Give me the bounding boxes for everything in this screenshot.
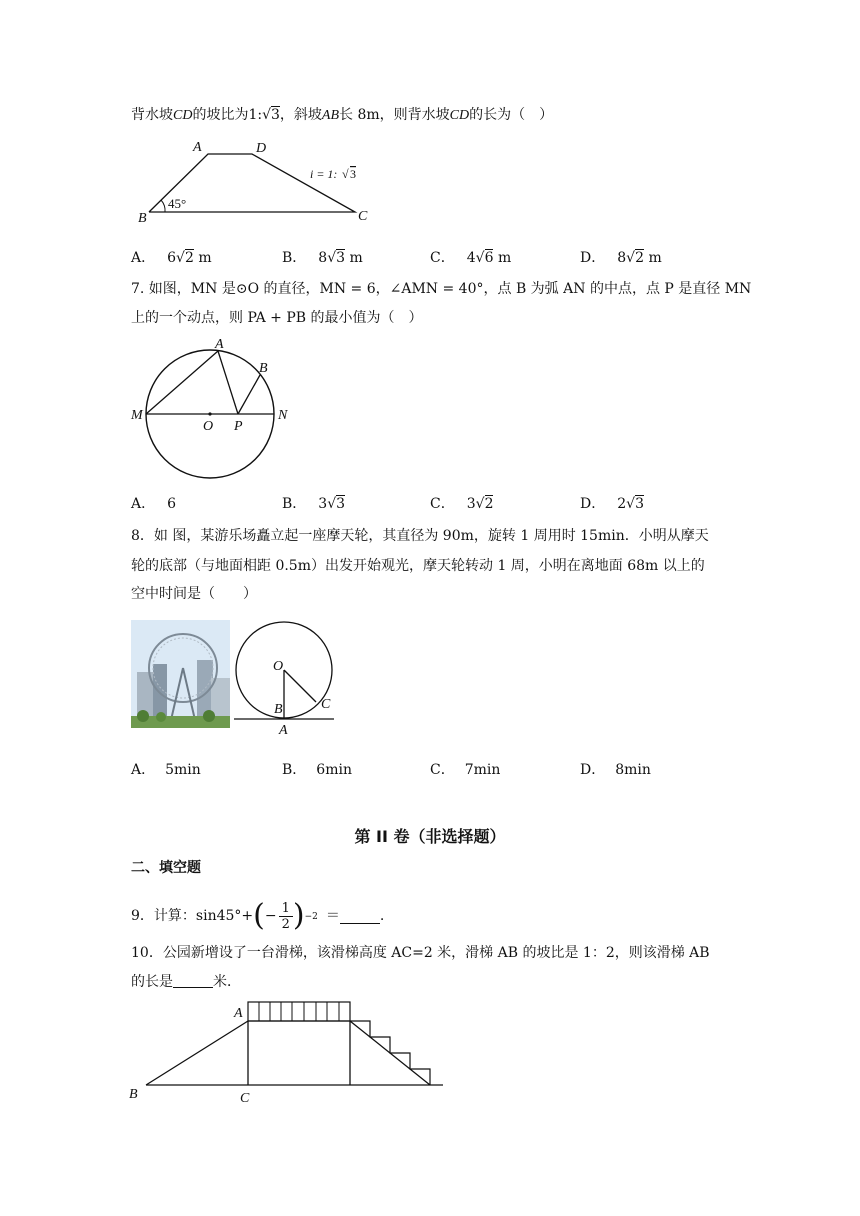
q6-text: 背水坡: [131, 107, 173, 123]
q7-label-m: M: [131, 408, 143, 423]
q8-ferris-figure: [234, 620, 344, 740]
q7-label-a: A: [215, 337, 224, 352]
q10-stem-line1: 10．公园新增设了一台滑梯，该滑梯高度 AC=2 米，滑梯 AB 的坡比是 1：2，则该滑梯 AB: [131, 945, 710, 961]
option-root: 3: [336, 250, 346, 266]
q6-ratio-root: 3: [271, 107, 280, 123]
option-coef: 3: [318, 496, 328, 512]
q6-label-b: B: [138, 211, 147, 226]
q6-text: 长 8m，则背水坡: [339, 107, 450, 123]
section-subtitle: 二、填空题: [131, 860, 201, 876]
option-letter: A．: [131, 762, 156, 778]
q6-option-c[interactable]: [430, 248, 511, 268]
option-unit: m: [648, 250, 662, 266]
option-text: 6min: [316, 762, 352, 778]
q6-ab: AB: [321, 108, 340, 123]
q6-angle-label: 45°: [168, 196, 187, 211]
q7-label-o: O: [203, 419, 214, 434]
sqrt-symbol: √: [327, 496, 337, 512]
q10-answer-blank[interactable]: [173, 973, 213, 988]
q10-label-a: A: [234, 1006, 243, 1021]
q10-label-c: C: [240, 1091, 250, 1106]
option-root: 2: [635, 250, 644, 266]
q7-option-a[interactable]: [131, 494, 176, 514]
sqrt-symbol: √: [327, 250, 337, 266]
q7-option-c[interactable]: [430, 494, 493, 514]
q6-label-d: D: [256, 141, 267, 156]
q6-text: ，斜坡: [279, 107, 322, 123]
q6-cd: CD: [173, 108, 193, 123]
option-text: 6: [167, 496, 177, 512]
option-letter: C．: [430, 762, 455, 778]
q7-label-b: B: [259, 361, 268, 376]
q7-label-p: P: [234, 419, 243, 434]
q6-ratio: 1:: [248, 107, 263, 123]
q8-stem-line3: 空中时间是（ ）: [131, 586, 257, 602]
q6-label-a: A: [193, 140, 202, 155]
q7-option-b[interactable]: [282, 494, 345, 514]
option-root: 3: [635, 496, 644, 512]
option-letter: B．: [282, 496, 307, 512]
q8-option-c[interactable]: [430, 760, 500, 780]
q10-text: 米．: [213, 974, 241, 990]
q9-stem: [131, 898, 384, 934]
option-unit: m: [497, 250, 512, 266]
option-coef: 8: [318, 250, 328, 266]
q9-frac-sign: −: [264, 908, 277, 924]
q9-period: .: [379, 908, 385, 924]
option-root: 3: [336, 496, 346, 512]
q9-equals: ＝: [325, 908, 340, 924]
sqrt-symbol: √: [342, 167, 349, 181]
option-coef: 6: [167, 250, 177, 266]
q10-slide-figure: [128, 998, 458, 1108]
option-unit: m: [198, 250, 212, 266]
q8-stem-line2: 轮的底部（与地面相距 0.5m）出发开始观光，摩天轮转动 1 周，小明在离地面 68m 以上的: [131, 558, 705, 574]
q7-circle-figure: [130, 335, 300, 485]
q9-frac-num: 1: [281, 900, 290, 916]
q6-option-a[interactable]: [131, 248, 212, 268]
q7-stem-line1: 7. 如图，MN 是⊙O 的直径，MN = 6，∠AMN = 40°，点 B 为弧 AN 的中点，点 P 是直径 MN: [131, 281, 752, 297]
option-root: 2: [484, 496, 494, 512]
q6-slope-root: 3: [350, 167, 356, 181]
sqrt-symbol: √: [176, 250, 185, 266]
option-coef: 3: [466, 496, 476, 512]
option-letter: D．: [580, 496, 606, 512]
option-letter: D．: [580, 762, 606, 778]
q6-stem: [131, 105, 553, 126]
option-letter: B．: [282, 250, 307, 266]
option-letter: A．: [131, 496, 156, 512]
option-root: 2: [184, 250, 194, 266]
option-letter: A．: [131, 250, 156, 266]
q8-stem-line1: 8．如 图，某游乐场矗立起一座摩天轮，其直径为 90m，旋转 1 周用时 15min．小明从摩天: [131, 528, 709, 544]
q7-stem-line2: 上的一个动点，则 PA + PB 的最小值为（ ）: [131, 310, 423, 326]
option-coef: 4: [466, 250, 476, 266]
q8-label-b: B: [274, 702, 283, 717]
option-coef: 8: [617, 250, 627, 266]
q6-label-c: C: [358, 209, 368, 224]
right-paren: ): [292, 898, 305, 933]
option-coef: 2: [617, 496, 627, 512]
q8-option-a[interactable]: [131, 760, 201, 780]
q10-text: 的长是: [131, 974, 173, 990]
q9-fraction: [279, 901, 293, 932]
q9-frac-den: 2: [279, 916, 293, 932]
q10-stem-line2: [131, 972, 241, 992]
q7-label-n: N: [278, 408, 288, 423]
option-letter: D．: [580, 250, 606, 266]
option-letter: C．: [430, 250, 455, 266]
q6-slope-label: i = 1:: [310, 167, 338, 181]
option-text: 7min: [464, 762, 501, 778]
q9-prefix: 9．计算：sin45°+: [131, 908, 254, 924]
q6-text: 的长为（ ）: [469, 107, 554, 123]
option-text: 8min: [615, 762, 651, 778]
sqrt-symbol: √: [475, 250, 485, 266]
left-paren: (: [253, 898, 265, 933]
q8-option-d[interactable]: [580, 760, 651, 780]
option-unit: m: [349, 250, 363, 266]
option-text: 5min: [165, 762, 201, 778]
q9-answer-blank[interactable]: [340, 909, 380, 924]
q7-option-d[interactable]: [580, 494, 644, 514]
sqrt-symbol: √: [626, 496, 636, 512]
q6-text: 的坡比为: [192, 107, 249, 123]
q6-option-d[interactable]: [580, 248, 662, 268]
q10-label-b: B: [129, 1087, 138, 1102]
section-title: 第 II 卷（非选择题）: [354, 827, 506, 846]
option-root: 6: [484, 250, 494, 266]
ferris-wheel-photo: [131, 620, 230, 728]
sqrt-symbol: √: [262, 107, 271, 123]
q6-option-b[interactable]: [282, 248, 363, 268]
q6-trapezoid-figure: [135, 138, 375, 228]
sqrt-symbol: √: [475, 496, 485, 512]
q6-cd: CD: [449, 108, 470, 123]
sqrt-symbol: √: [626, 250, 636, 266]
option-letter: B．: [282, 762, 307, 778]
q8-label-o: O: [273, 659, 284, 674]
q8-label-c: C: [321, 697, 331, 712]
q8-option-b[interactable]: [282, 760, 352, 780]
option-letter: C．: [430, 496, 455, 512]
q9-exponent: −2: [304, 912, 318, 922]
q8-label-a: A: [279, 723, 288, 738]
